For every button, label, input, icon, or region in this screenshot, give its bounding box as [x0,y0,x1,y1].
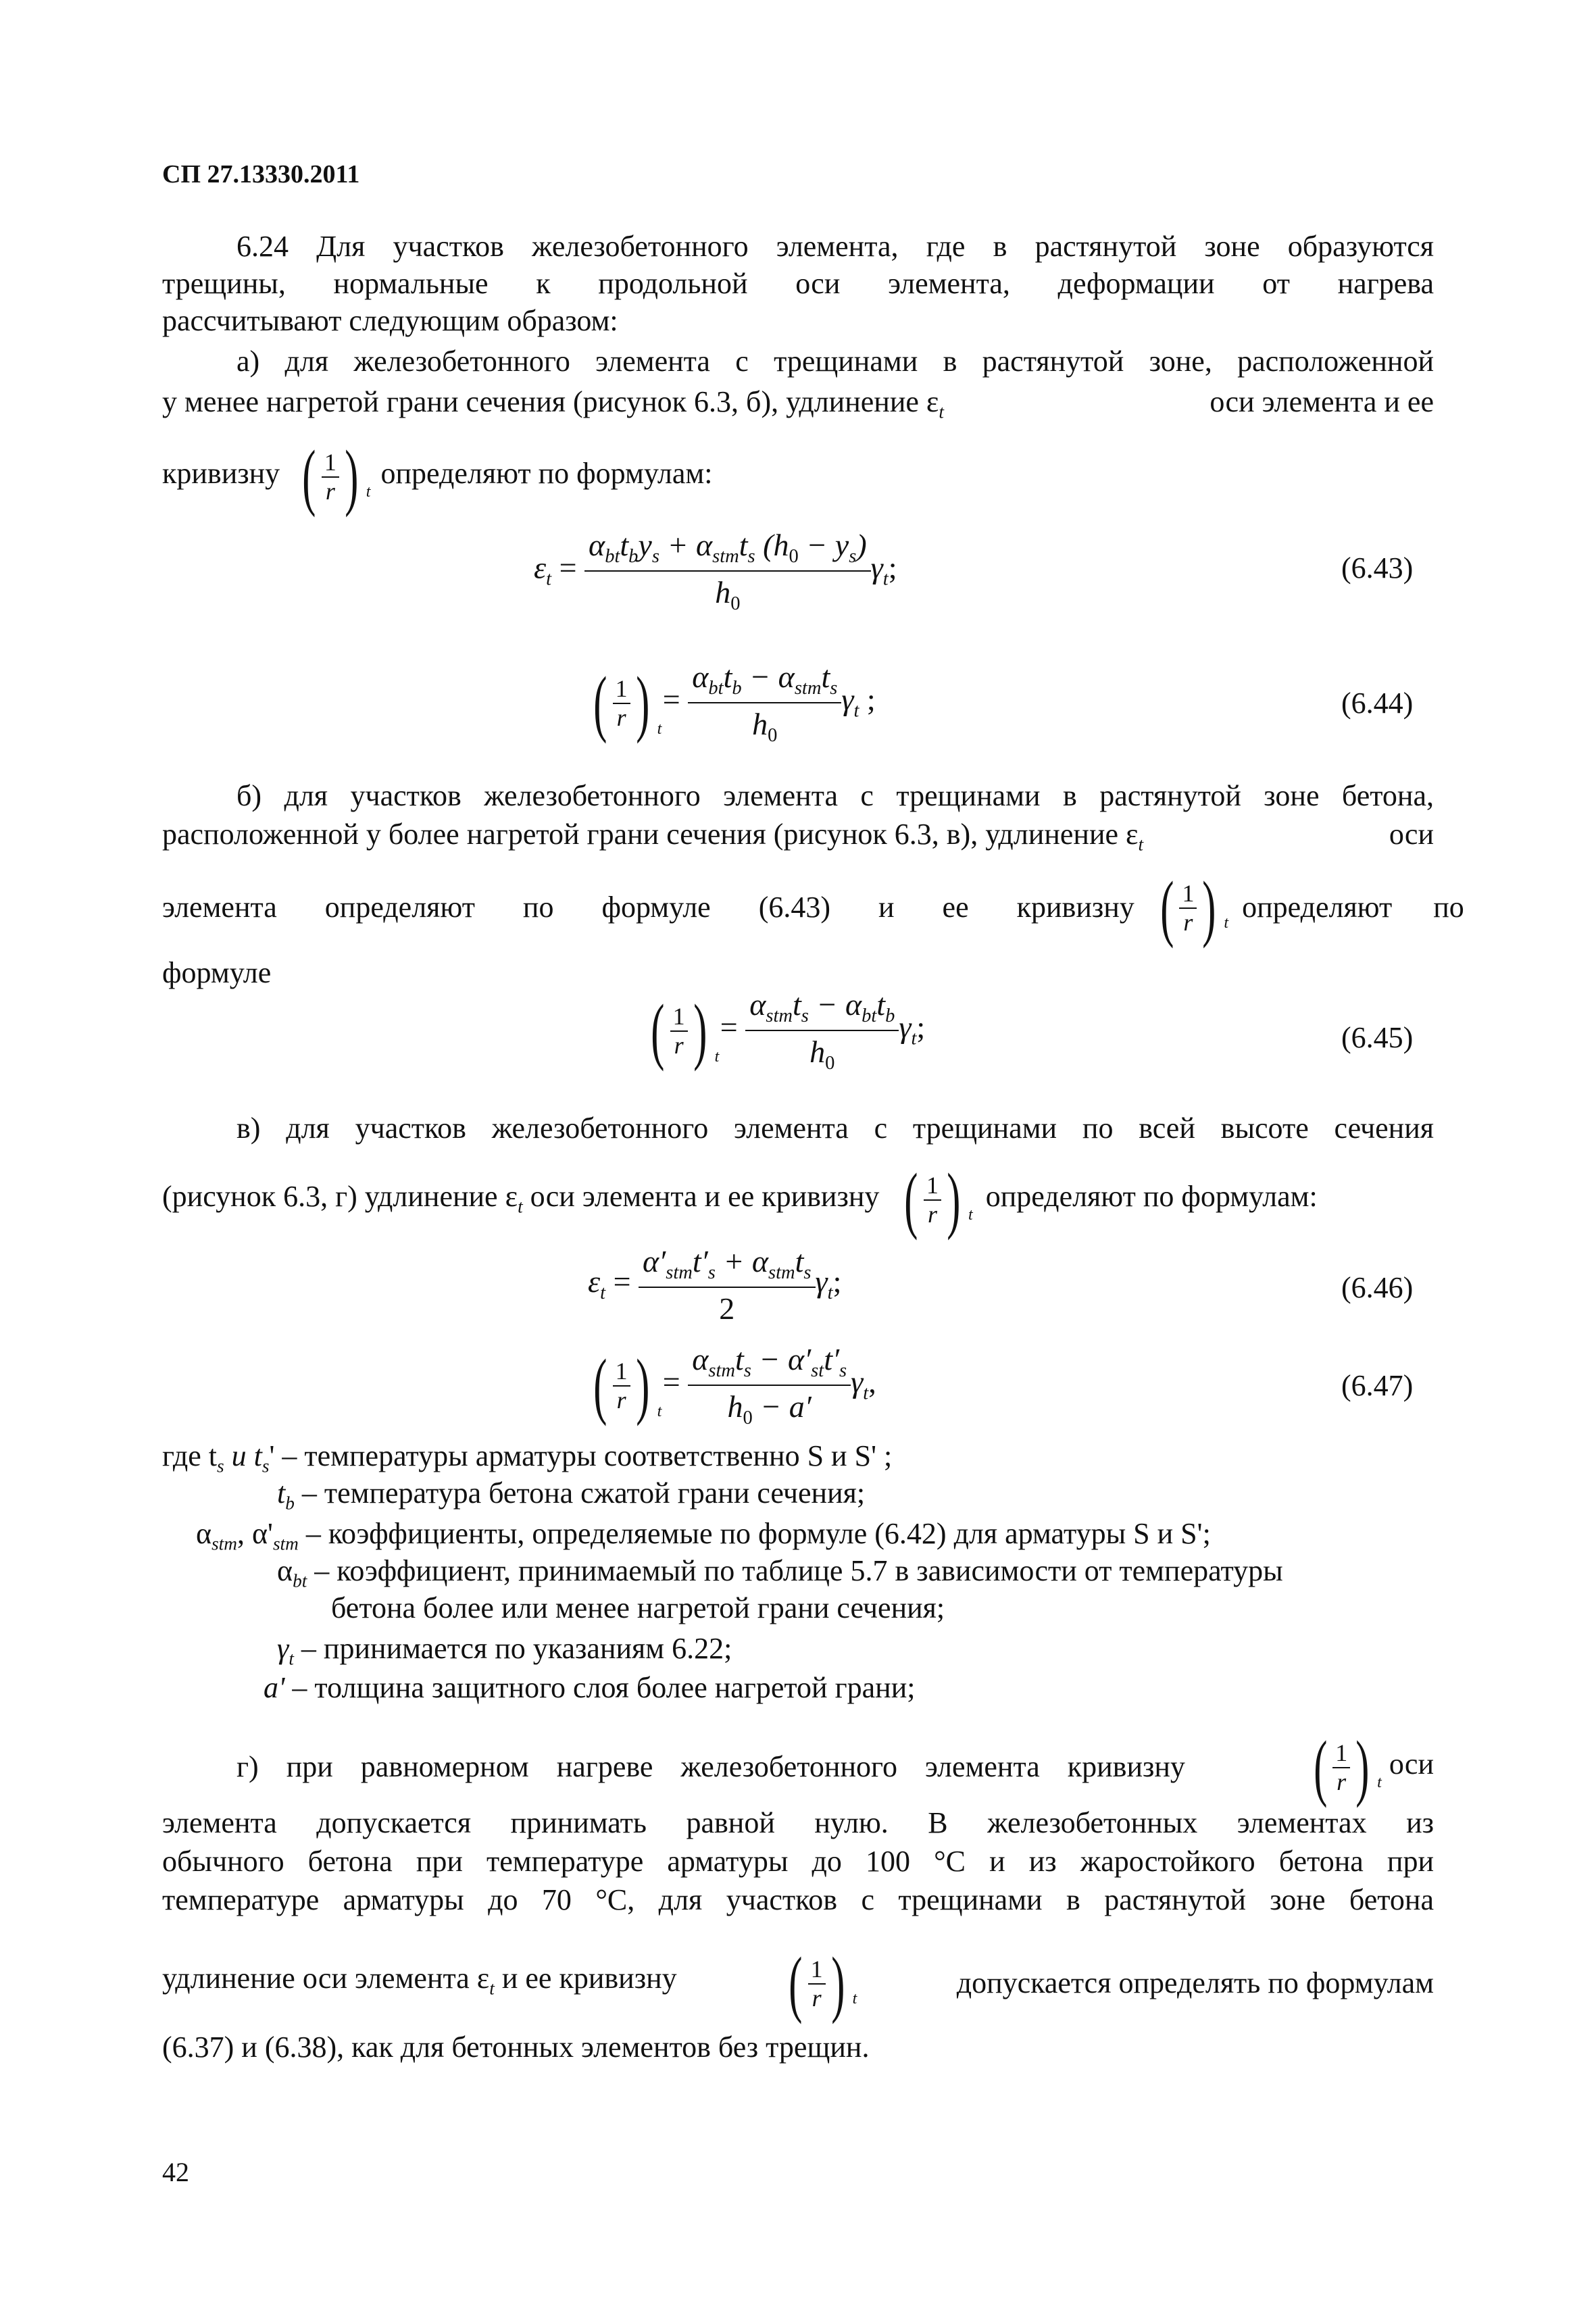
item-d-line3: обычного бетона при температуре арматуры до 100 °С и из жаростойкого бетона при [162,1845,1434,1878]
where-line5: $\gamma_t$ – принимается по указаниям 6.22; [277,1632,732,1669]
item-b-line2: расположенной у более нагретой грани сечения (рисунок 6.3, в), удлинение $\varepsilon_t$ оси [162,818,1434,855]
item-a-line1: а) для железобетонного элемента с трещинами в растянутой зоне, расположенной [236,345,1434,378]
where-line3: $\alpha_{stm}$, $\alpha'_{stm}$ – коэффициенты, определяемые по формуле (6.42) для арматуры S и S'; [196,1517,1211,1554]
equation-number-6-47: (6.47) [1341,1369,1414,1402]
curvature-symbol: ( $\frac{1}{r}$ ) t [302,435,371,518]
where-line2: $t_b$ – температура бетона сжатой грани сечения; [277,1476,866,1514]
where-line4: $\alpha_{bt}$ – коэффициент, принимаемый по таблице 5.7 в зависимости от температуры [277,1554,1283,1591]
equation-number-6-45: (6.45) [1341,1021,1414,1054]
equation-number-6-46: (6.46) [1341,1271,1414,1304]
item-d-line5: удлинение оси элемента $\varepsilon_t$ и ее кривизну ( $\frac{1}{r}$ ) t допускается определять по формулам [162,1942,1434,2024]
formula-6-44: ( $\frac{1}{r}$ ) t = $\frac{\alpha_{bt}t_b - \alpha_{stm}t_s}{h_0}$ $\gamma_t$ ; [593,659,876,746]
para-6-24-line2: трещины, нормальные к продольной оси элемента, деформации от нагрева [162,267,1434,300]
page-number: 42 [162,2157,189,2187]
item-d-line2: элемента допускается принимать равной нулю. В железобетонных элементах из [162,1806,1434,1839]
document-header: СП 27.13330.2011 [162,160,360,189]
equation-number-6-43: (6.43) [1341,551,1414,584]
equation-number-6-44: (6.44) [1341,687,1414,720]
where-line6: a' – толщина защитного слоя более нагретой грани; [264,1671,916,1704]
item-a-line3: кривизну ( $\frac{1}{r}$ ) t определяют по формулам: [162,435,713,518]
item-b-line4: формуле [162,956,272,989]
item-b-line3: элемента определяют по формуле (6.43) и ее кривизну ( $\frac{1}{r}$ ) t определяют по [162,866,1464,949]
para-6-24-line3: рассчитывают следующим образом: [162,304,618,337]
formula-6-46: $\varepsilon_t$ = $\frac{\alpha'_{stm}t'_s + \alpha_{stm}t_s}{2}$ $\gamma_t$; [588,1244,842,1326]
item-d-line1: г) при равномерном нагреве железобетонного элемента кривизну ( $\frac{1}{r}$ ) t оси [236,1726,1434,1808]
formula-6-43: $\varepsilon_t$ = $\frac{\alpha_{bt}t_by_s + \alpha_{stm}t_s (h_0 - y_s)}{h_0}$ $\gamma_t$; [534,528,897,614]
para-6-24-line1: 6.24 Для участков железобетонного элемента, где в растянутой зоне образуются [236,230,1434,263]
item-d-line6: (6.37) и (6.38), как для бетонных элементов без трещин. [162,2031,870,2064]
item-c-line2: (рисунок 6.3, г) удлинение $\varepsilon_t$ оси элемента и ее кривизну ( $\frac{1}{r}$ ) t определяют по формулам: [162,1158,1318,1241]
item-c-line1: в) для участков железобетонного элемента с трещинами по всей высоте сечения [236,1112,1434,1145]
item-d-line4: температуре арматуры до 70 °С, для участков с трещинами в растянутой зоне бетона [162,1883,1434,1916]
item-b-line1: б) для участков железобетонного элемента с трещинами в растянутой зоне бетона, [236,779,1434,812]
where-line1: где $t_s$ и $t_s'$ – температуры арматуры соответственно S и S' ; [162,1439,893,1476]
formula-6-47: ( $\frac{1}{r}$ ) t = $\frac{\alpha_{stm}t_s - \alpha'_{st}t'_s}{h_0 - a'}$ $\gamma_t$, [593,1342,876,1428]
formula-6-45: ( $\frac{1}{r}$ ) t = $\frac{\alpha_{stm}t_s - \alpha_{bt}t_b}{h_0}$ $\gamma_t$; [651,987,926,1074]
where-line4b: бетона более или менее нагретой грани сечения; [331,1591,945,1624]
item-a-line2: у менее нагретой грани сечения (рисунок 6.3, б), удлинение $\varepsilon_t$ оси элемента и ее [162,385,1434,422]
